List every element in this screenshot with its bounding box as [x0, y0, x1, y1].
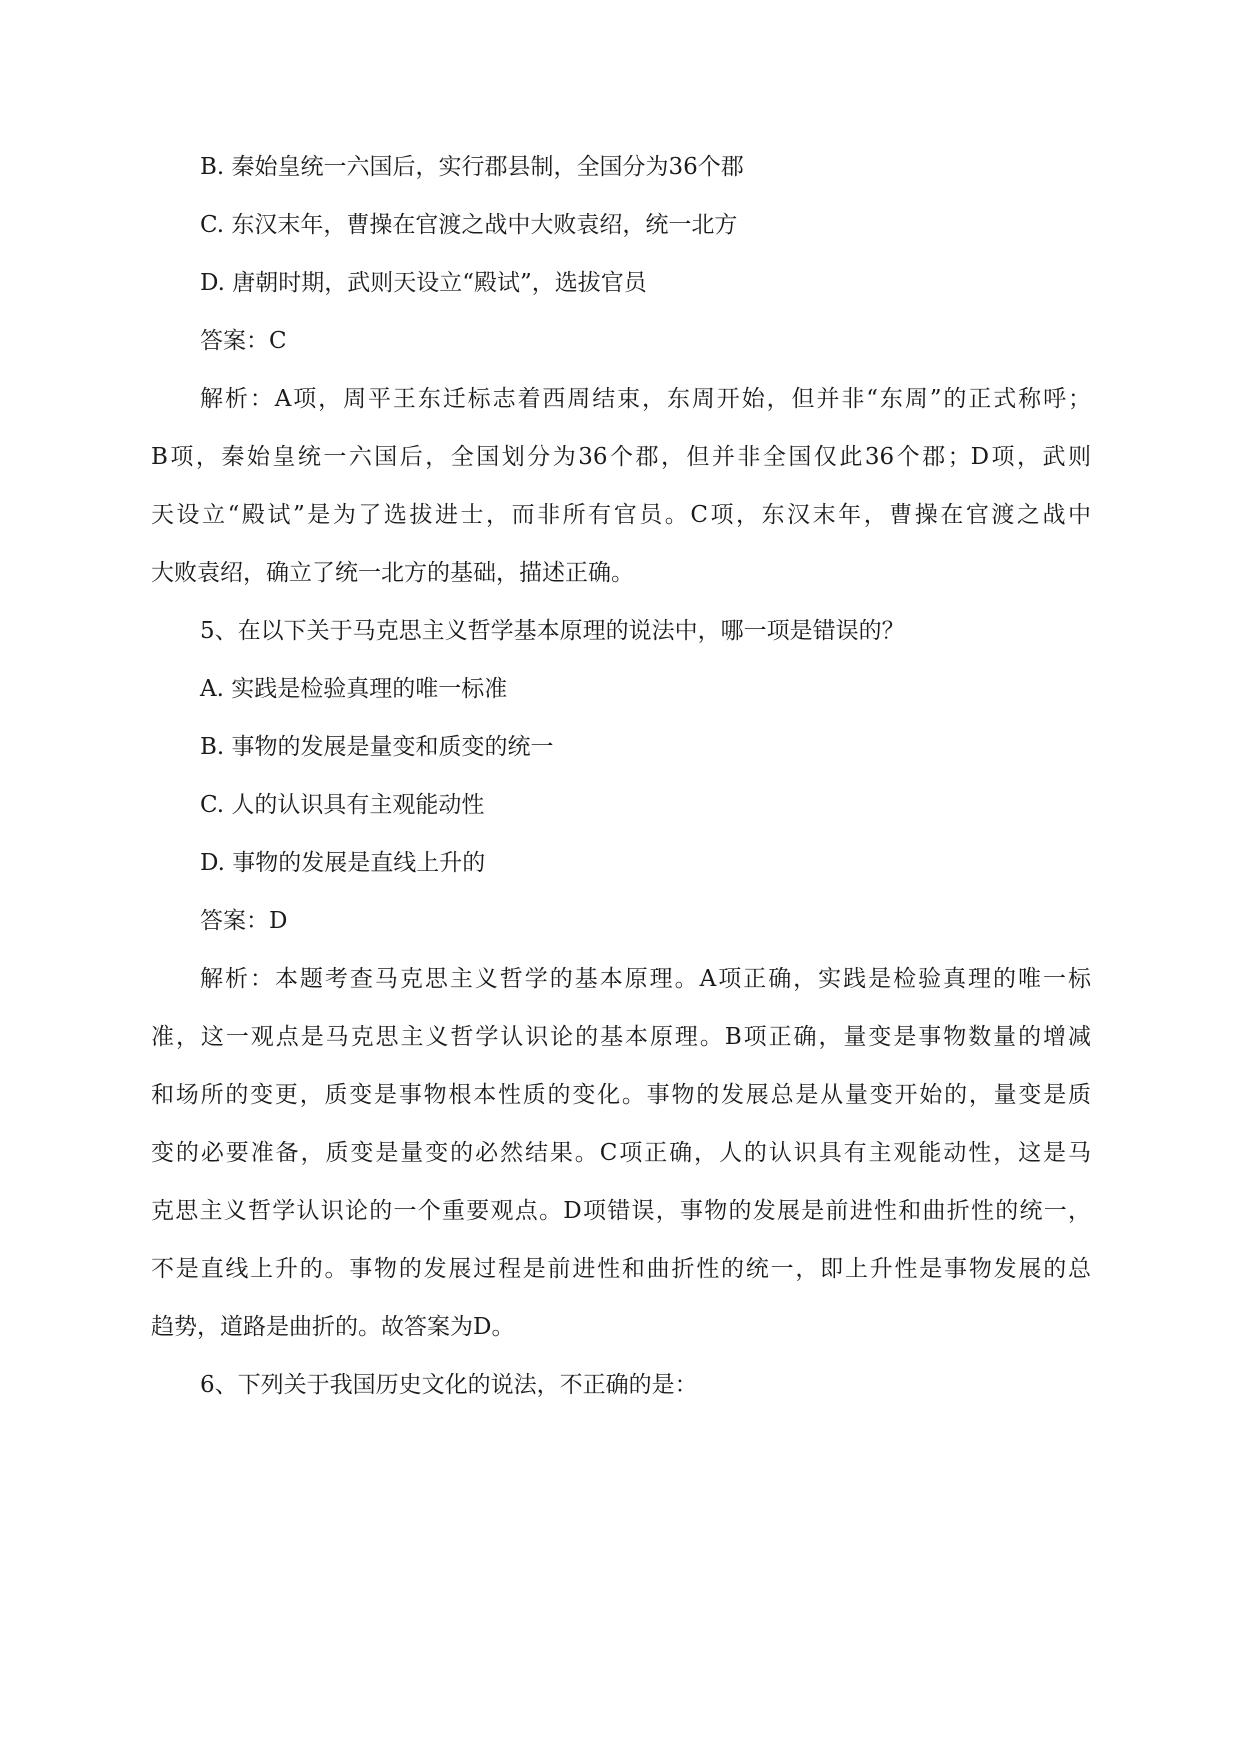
- q5-analysis-line: 不是直线上升的。事物的发展过程是前进性和曲折性的统一，即上升性是事物发展的总: [151, 1256, 1091, 1282]
- q4-analysis-line: 天设立“殿试”是为了选拔进士，而非所有官员。C项，东汉末年，曹操在官渡之战中: [151, 502, 1091, 528]
- q4-analysis-line: B项，秦始皇统一六国后，全国划分为36个郡，但并非全国仅此36个郡；D项，武则: [151, 444, 1091, 470]
- q5-analysis-line: 变的必要准备，质变是量变的必然结果。C项正确，人的认识具有主观能动性，这是马: [151, 1140, 1091, 1166]
- q5-answer: 答案：D: [200, 908, 288, 934]
- q5-analysis-line: 解析：本题考查马克思主义哲学的基本原理。A项正确，实践是检验真理的唯一标: [200, 966, 1091, 992]
- q5-option-b: B. 事物的发展是量变和质变的统一: [200, 734, 554, 760]
- q5-analysis-line: 趋势，道路是曲折的。故答案为D。: [151, 1314, 515, 1340]
- q4-option-c: C. 东汉末年，曹操在官渡之战中大败袁绍，统一北方: [200, 212, 738, 238]
- q4-analysis-line: 大败袁绍，确立了统一北方的基础，描述正确。: [151, 560, 634, 586]
- q5-option-c: C. 人的认识具有主观能动性: [200, 792, 485, 818]
- q6-question: 6、下列关于我国历史文化的说法，不正确的是：: [200, 1372, 698, 1398]
- q4-option-d: D. 唐朝时期，武则天设立“殿试”，选拔官员: [200, 270, 647, 296]
- q4-option-b: B. 秦始皇统一六国后，实行郡县制，全国分为36个郡: [200, 154, 744, 180]
- q5-analysis-line: 克思主义哲学认识论的一个重要观点。D项错误，事物的发展是前进性和曲折性的统一，: [151, 1198, 1091, 1224]
- q5-option-a: A. 实践是检验真理的唯一标准: [200, 676, 508, 702]
- q5-option-d: D. 事物的发展是直线上升的: [200, 850, 486, 876]
- q4-answer: 答案：C: [200, 328, 287, 354]
- q5-analysis-line: 准，这一观点是马克思主义哲学认识论的基本原理。B项正确，量变是事物数量的增减: [151, 1024, 1091, 1050]
- q5-analysis-line: 和场所的变更，质变是事物根本性质的变化。事物的发展总是从量变开始的，量变是质: [151, 1082, 1091, 1108]
- q5-question: 5、在以下关于马克思主义哲学基本原理的说法中，哪一项是错误的？: [200, 618, 905, 644]
- q4-analysis-line: 解析：A项，周平王东迁标志着西周结束，东周开始，但并非“东周”的正式称呼；: [200, 386, 1091, 412]
